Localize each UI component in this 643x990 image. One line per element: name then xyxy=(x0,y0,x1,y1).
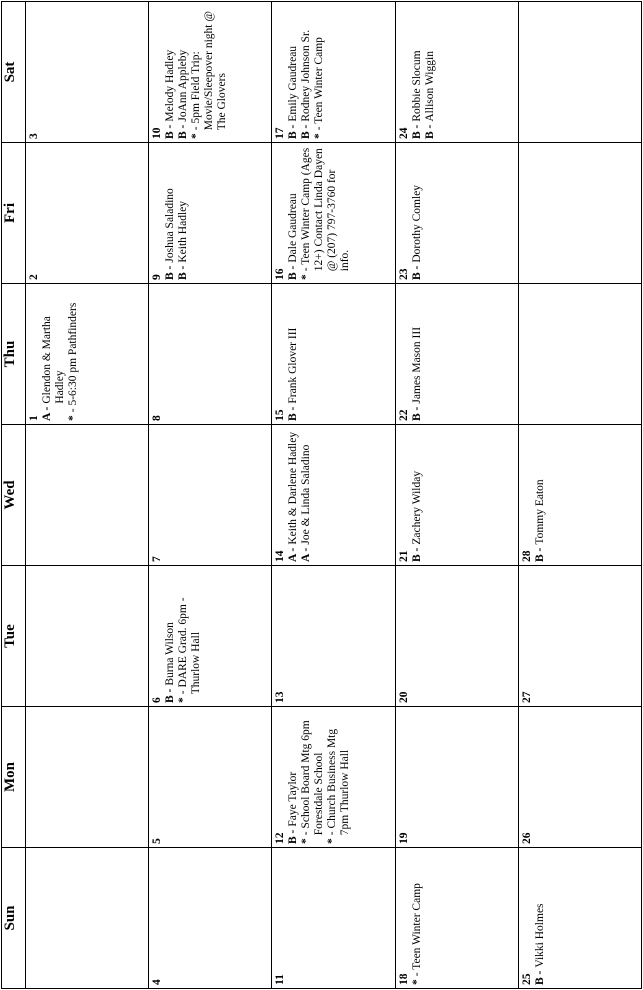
calendar-event xyxy=(177,569,203,703)
event-type-marker: B - xyxy=(410,406,423,421)
day-cell xyxy=(395,284,518,425)
event-text: JoAnn Appleby xyxy=(177,49,190,122)
day-header-thu: Thu xyxy=(2,284,26,425)
day-number: 16 xyxy=(274,268,287,280)
calendar-event xyxy=(534,428,547,562)
day-header-row xyxy=(2,2,26,989)
day-number: 5 xyxy=(151,838,164,844)
day-number: 15 xyxy=(274,409,287,421)
day-cell-content xyxy=(396,143,424,283)
day-cell xyxy=(395,143,518,284)
event-text: Rodney Johnson Sr. xyxy=(300,29,313,122)
day-cell xyxy=(26,566,149,707)
day-cell xyxy=(518,566,641,707)
day-number: 6 xyxy=(151,697,164,703)
calendar-event xyxy=(177,5,190,139)
event-type-marker: * xyxy=(313,133,326,139)
day-cell-content xyxy=(396,566,411,706)
day-cell-content xyxy=(272,2,326,142)
day-cell-content xyxy=(396,707,411,847)
day-cell-content xyxy=(26,848,28,988)
event-text: James Mason III xyxy=(410,326,423,404)
day-header-mon: Mon xyxy=(2,707,26,848)
day-header-fri: Fri xyxy=(2,143,26,284)
week-row xyxy=(26,2,149,989)
day-cell xyxy=(272,2,395,143)
day-cell xyxy=(26,2,149,143)
event-type-marker: * xyxy=(67,415,79,421)
day-cell xyxy=(395,425,518,566)
day-number: 19 xyxy=(397,832,410,844)
day-cell xyxy=(518,284,641,425)
day-cell xyxy=(149,143,272,284)
day-cell xyxy=(26,284,149,425)
day-cell-content xyxy=(519,284,521,424)
event-type-marker: B - xyxy=(533,547,546,562)
day-cell xyxy=(518,848,641,989)
calendar-event xyxy=(164,569,177,703)
day-cell xyxy=(149,425,272,566)
day-cell xyxy=(272,284,395,425)
calendar-event xyxy=(164,146,177,280)
day-cell-content xyxy=(149,2,229,142)
calendar-event xyxy=(41,287,67,421)
day-cell xyxy=(395,566,518,707)
event-text: Frank Glover III xyxy=(287,327,300,404)
day-cell xyxy=(518,2,641,143)
calendar-event xyxy=(67,287,80,421)
week-row xyxy=(518,2,641,989)
calendar-event xyxy=(300,710,326,844)
event-type-marker: B - xyxy=(177,265,190,280)
day-number: 2 xyxy=(28,274,40,280)
event-text: - 5-6:30 pm Pathfinders xyxy=(67,302,79,413)
day-cell xyxy=(149,566,272,707)
day-cell-content xyxy=(272,284,300,424)
calendar-event xyxy=(411,428,424,562)
day-number: 9 xyxy=(151,274,164,280)
day-header-sat: Sat xyxy=(2,2,26,143)
calendar-event xyxy=(411,146,424,280)
day-number: 17 xyxy=(274,127,287,139)
calendar-event xyxy=(177,146,190,280)
calendar-grid xyxy=(1,1,642,989)
calendar-event xyxy=(287,146,300,280)
event-type-marker: B - xyxy=(287,265,300,280)
day-cell xyxy=(395,2,518,143)
event-text: Dorothy Comley xyxy=(410,185,423,263)
day-cell xyxy=(149,707,272,848)
day-number: 25 xyxy=(520,973,533,985)
event-type-marker: A - xyxy=(287,547,300,562)
day-cell xyxy=(272,848,395,989)
calendar-weeks xyxy=(26,2,642,989)
day-number: 14 xyxy=(274,550,287,562)
day-cell-content xyxy=(26,566,28,706)
day-cell xyxy=(518,143,641,284)
day-cell xyxy=(149,848,272,989)
event-type-marker: B - xyxy=(410,265,423,280)
event-text: - Teen Winter Camp xyxy=(410,883,423,977)
day-cell-content xyxy=(149,566,203,706)
day-number: 21 xyxy=(397,550,410,562)
event-type-marker: B - xyxy=(423,124,436,139)
calendar-event xyxy=(287,710,300,844)
event-type-marker: * xyxy=(410,979,423,985)
event-type-marker: A - xyxy=(41,406,53,421)
day-cell-content xyxy=(396,425,424,565)
calendar-event xyxy=(287,287,300,421)
event-type-marker: B - xyxy=(300,124,313,139)
calendar-event xyxy=(300,428,313,562)
event-text: Glendon & Martha Hadley xyxy=(41,316,66,404)
day-cell-content xyxy=(396,284,424,424)
day-cell-content xyxy=(519,566,534,706)
event-text: Keith & Darlene Hadley xyxy=(287,431,300,545)
event-text: Tommy Eaton xyxy=(533,479,546,545)
calendar-event xyxy=(411,287,424,421)
calendar-event xyxy=(534,851,547,985)
day-cell xyxy=(26,707,149,848)
day-cell xyxy=(149,2,272,143)
day-number: 3 xyxy=(28,133,40,139)
calendar-event xyxy=(313,5,326,139)
day-number: 7 xyxy=(151,556,164,562)
event-text: Melody Hadley xyxy=(164,49,177,122)
week-row xyxy=(272,2,395,989)
day-cell-content xyxy=(149,425,164,565)
day-cell-content xyxy=(26,143,41,283)
day-number: 11 xyxy=(274,974,287,985)
event-text: Joshua Saladino xyxy=(164,188,177,263)
event-type-marker: B - xyxy=(164,265,177,280)
calendar-event xyxy=(300,146,352,280)
day-number: 22 xyxy=(397,409,410,421)
calendar-event xyxy=(190,5,229,139)
event-type-marker: B - xyxy=(287,406,300,421)
day-cell-content xyxy=(396,2,437,142)
day-cell-content xyxy=(519,848,547,988)
calendar-event xyxy=(287,428,300,562)
day-cell xyxy=(272,707,395,848)
event-type-marker: B - xyxy=(164,688,177,703)
calendar-event xyxy=(164,5,177,139)
day-cell-content xyxy=(396,848,424,988)
event-text: Emily Gaudreau xyxy=(287,45,300,122)
day-cell-content xyxy=(519,143,521,283)
day-cell-content xyxy=(26,425,28,565)
calendar-event xyxy=(326,710,352,844)
event-text: Dale Gaudreau xyxy=(287,193,300,263)
event-type-marker: B - xyxy=(410,547,423,562)
event-type-marker: * xyxy=(300,838,313,844)
day-cell-content xyxy=(149,848,164,988)
event-text: Allison Wiggin xyxy=(423,51,436,122)
event-type-marker: B - xyxy=(177,124,190,139)
day-cell-content xyxy=(149,284,164,424)
day-header-tue: Tue xyxy=(2,566,26,707)
day-number: 28 xyxy=(520,550,533,562)
event-text: Vikki Holmes xyxy=(533,903,546,968)
day-cell xyxy=(518,707,641,848)
event-text: - Church Business Mtg 7pm Thurlow Hall xyxy=(326,728,352,836)
rotated-calendar xyxy=(1,1,642,989)
event-text: - Teen Winter Camp xyxy=(313,37,326,131)
event-type-marker: * xyxy=(190,133,203,139)
day-header-sun: Sun xyxy=(2,848,26,989)
calendar-event xyxy=(300,5,313,139)
day-number: 26 xyxy=(520,832,533,844)
day-cell xyxy=(395,848,518,989)
calendar-event xyxy=(287,5,300,139)
day-cell-content xyxy=(272,848,287,988)
day-cell-content xyxy=(519,425,547,565)
event-text: Joe & Linda Saladino xyxy=(300,444,313,545)
day-number: 24 xyxy=(397,127,410,139)
day-number: 1 xyxy=(28,415,40,421)
day-number: 4 xyxy=(151,979,164,985)
day-cell xyxy=(272,425,395,566)
day-cell xyxy=(26,848,149,989)
event-text: - Teen Winter Camp (Ages 12+) Contact Linda Dayen @ (207) 797-3760 for info. xyxy=(300,147,352,272)
week-row xyxy=(149,2,272,989)
event-text: Keith Hadley xyxy=(177,200,190,263)
day-cell-content xyxy=(26,284,80,424)
event-type-marker: * xyxy=(326,838,339,844)
day-number: 12 xyxy=(274,832,287,844)
day-number: 23 xyxy=(397,268,410,280)
day-cell-content xyxy=(26,707,28,847)
day-number: 10 xyxy=(151,127,164,139)
day-cell-content xyxy=(272,425,313,565)
day-cell xyxy=(518,425,641,566)
event-text: - 5pm Field Trip: Movie/Sleepover night @ The Glovers xyxy=(190,11,229,131)
day-number: 8 xyxy=(151,415,164,421)
day-cell-content xyxy=(149,143,190,283)
calendar-event xyxy=(411,851,424,985)
day-header-wed: Wed xyxy=(2,425,26,566)
week-row xyxy=(395,2,518,989)
day-cell xyxy=(26,425,149,566)
day-cell-content xyxy=(519,707,534,847)
day-cell xyxy=(395,707,518,848)
day-cell-content xyxy=(272,143,352,283)
day-cell-content xyxy=(149,707,164,847)
day-number: 18 xyxy=(397,973,410,985)
day-number: 27 xyxy=(520,691,533,703)
day-cell-content xyxy=(26,2,41,142)
event-type-marker: * xyxy=(177,697,190,703)
day-cell xyxy=(272,143,395,284)
event-type-marker: B - xyxy=(410,124,423,139)
event-type-marker: B - xyxy=(287,829,300,844)
event-text: Zachery Wilday xyxy=(410,470,423,545)
event-type-marker: * xyxy=(300,274,313,280)
day-cell xyxy=(272,566,395,707)
event-type-marker: B - xyxy=(287,124,300,139)
calendar-event xyxy=(411,5,424,139)
day-cell xyxy=(149,284,272,425)
event-type-marker: B - xyxy=(533,970,546,985)
day-cell-content xyxy=(272,566,287,706)
calendar-event xyxy=(424,5,437,139)
day-cell-content xyxy=(272,707,352,847)
day-number: 13 xyxy=(274,691,287,703)
day-cell xyxy=(26,143,149,284)
event-text: Burna Wilson xyxy=(164,622,177,686)
event-text: - School Board Mtg 6pm Forestdale School xyxy=(300,720,326,836)
event-text: - DARE Grad. 6pm - Thurlow Hall xyxy=(177,597,203,695)
event-type-marker: B - xyxy=(164,124,177,139)
day-number: 20 xyxy=(397,691,410,703)
event-text: Robbie Slocum xyxy=(410,50,423,122)
event-type-marker: A - xyxy=(300,547,313,562)
event-text: Faye Taylor xyxy=(287,771,300,827)
day-cell-content xyxy=(519,2,521,142)
